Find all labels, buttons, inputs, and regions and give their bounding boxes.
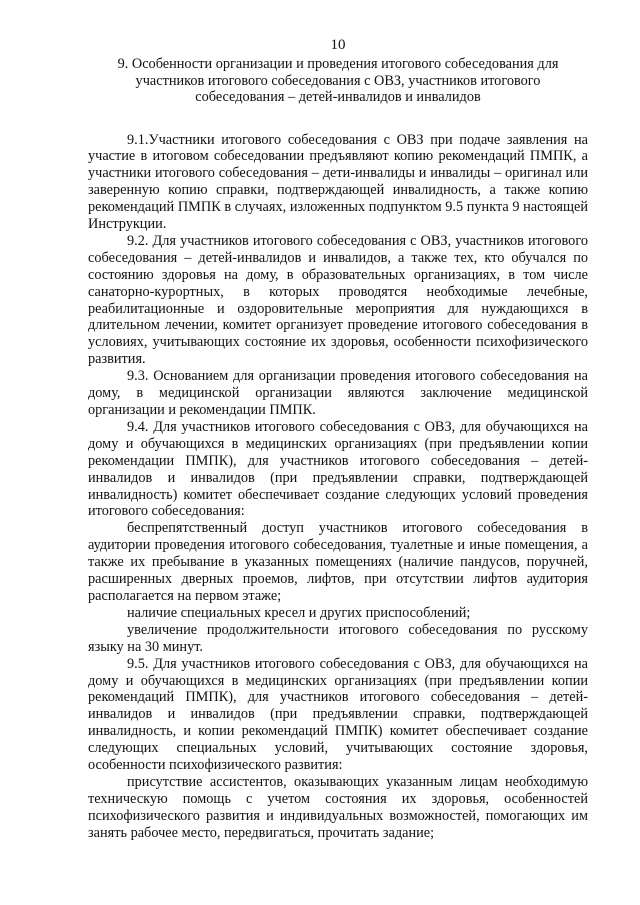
paragraph-duration: увеличение продолжительности итогового собеседования по русскому языку на 30 минут.: [88, 621, 588, 655]
paragraph-9-2: 9.2. Для участников итогового собеседования с ОВЗ, участников итогового собеседования – детей-инвалидов и инвалидов, а также тех, кто обучался по состоянию здоровья на дому, в образовательных организациях, в том числе санаторно-курортных, в которых проводятся необходимые лечебные, реабилитационные и оздоровительные мероприятия для нуждающихся в длительном лечении, комитет организует проведение итогового собеседования в условиях, учитывающих состояние их здоровья, особенности психофизического развития.: [88, 232, 588, 368]
paragraph-9-4: 9.4. Для участников итогового собеседования с ОВЗ, для обучающихся на дому и обучающихся в медицинских организациях (при предъявлении копии рекомендации ПМПК), для участников итогового собеседования – детей-инвалидов и инвалидов (при предъявлении справки, подтверждающей инвалидность) комитет обеспечивает создание следующих условий проведения итогового собеседования:: [88, 418, 588, 520]
paragraph-assistants: присутствие ассистентов, оказывающих указанным лицам необходимую техническую помощь с учетом состояния их здоровья, особенностей психофизического развития и индивидуальных возможностей, помогающих им занять рабочее место, передвигаться, прочитать задание;: [88, 773, 588, 841]
page-number: 10: [330, 37, 346, 53]
document-body: [88, 132, 588, 842]
paragraph-chairs: наличие специальных кресел и других приспособлений;: [127, 604, 471, 621]
paragraph-9-3: 9.3. Основанием для организации проведения итогового собеседования на дому, в медицинской организации являются заключение медицинской организации и рекомендации ПМПК.: [88, 368, 588, 418]
paragraph-9-5: 9.5. Для участников итогового собеседования с ОВЗ, для обучающихся на дому и обучающихся в медицинских организациях (при предъявлении копии рекомендаций ПМПК), для участников итогового собеседования – детей-инвалидов и инвалидов (при предъявлении справки, подтверждающей инвалидность, и копии рекомендаций ПМПК) комитет обеспечивает создание следующих специальных условий, учитывающих состояние здоровья, особенности психофизического развития:: [88, 655, 588, 774]
paragraph-9-1: 9.1.Участники итогового собеседования с ОВЗ при подаче заявления на участие в итоговом собеседовании предъявляют копию рекомендаций ПМПК, а участники итогового собеседования – дети-инвалиды и инвалиды – оригинал или заверенную копию справки, подтверждающей инвалидность, а также копию рекомендаций ПМПК в случаях, изложенных подпунктом 9.5 пункта 9 настоящей Инструкции.: [88, 131, 588, 233]
section-title: 9. Особенности организации и проведения итогового собеседования для участников итогового собеседования с ОВЗ, участников итогового собеседования – детей-инвалидов и инвалидов: [117, 56, 559, 105]
paragraph-access: беспрепятственный доступ участников итогового собеседования в аудитории проведения итогового собеседования, туалетные и иные помещения, а также их пребывание в указанных помещениях (наличие пандусов, поручней, расширенных дверных проемов, лифтов, при отсутствии лифтов аудитория располагается на первом этаже;: [88, 520, 588, 604]
